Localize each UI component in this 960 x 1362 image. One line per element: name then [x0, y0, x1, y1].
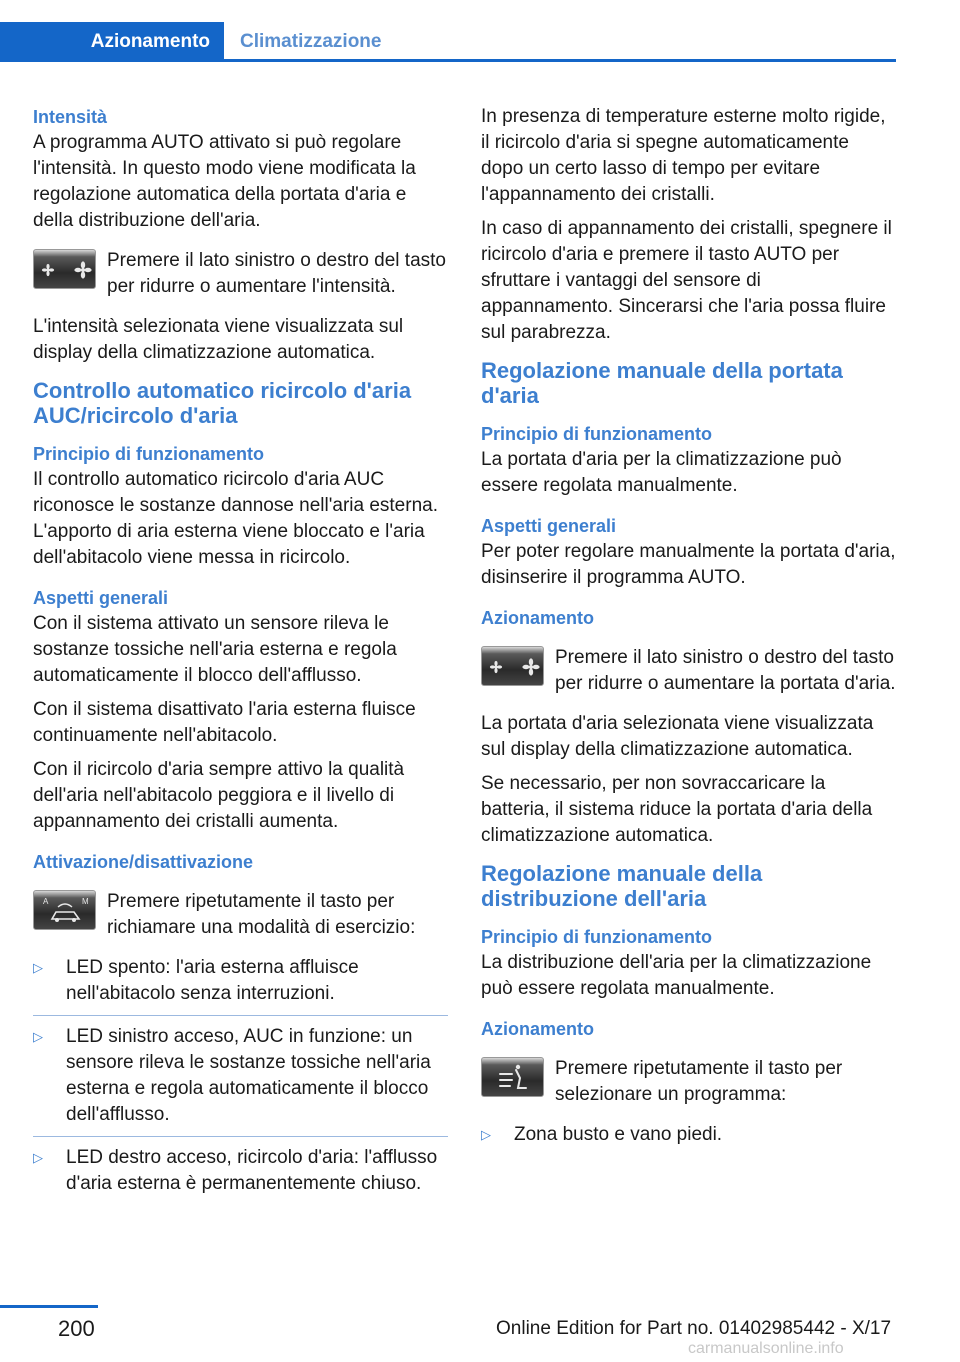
paragraph: L'intensità selezionata viene visualizzata sul display della climatizzazione automatica.: [33, 316, 404, 363]
tab-azionamento[interactable]: Azionamento: [0, 22, 224, 62]
icon-row-portata: [481, 645, 896, 697]
paragraph: La portata d'aria selezionata viene visualizzata sul display della climatizzazione automatica.: [481, 713, 874, 760]
icon-row-intensita: [33, 248, 448, 300]
page-header: [0, 0, 896, 62]
subheading-attivazione: Attivazione/disattivazione: [33, 852, 254, 872]
footer-rule: [0, 1305, 98, 1308]
subheading-intensita: Intensità: [33, 107, 108, 127]
triangle-bullet-icon: ▷: [33, 960, 43, 975]
bullet-list-left: [33, 955, 448, 1205]
paragraph: In caso di appannamento dei cristalli, spegnere il ricircolo d'aria e premere il tasto AUTO per sfruttare i vantaggi del sensore di appannamento. Sincerarsi che l'aria possa fluire sul parabrezza.: [481, 218, 892, 343]
fan-button-icon: [481, 646, 544, 686]
left-column: [33, 104, 448, 1205]
icon-row-text: Premere ripetutamente il tasto per richiamare una modalità di esercizio:: [107, 891, 416, 938]
paragraph: Con il ricircolo d'aria sempre attivo la qualità dell'aria nell'abitacolo peggiora e il livello di appannamento dei cristalli aumenta.: [33, 759, 405, 832]
recirculation-button-icon: [33, 890, 96, 930]
subheading-aspetti: Aspetti generali: [33, 588, 169, 608]
icon-row-text: Premere ripetutamente il tasto per selezionare un programma:: [555, 1058, 843, 1105]
heading-distribuzione: Regolazione manuale della distribuzione dell'aria: [481, 861, 763, 911]
paragraph: A programma AUTO attivato si può regolare l'intensità. In questo modo viene modificata la regolazione automatica della portata d'aria e della distribuzione dell'aria.: [33, 132, 416, 231]
bullet-list-right: [481, 1122, 896, 1156]
paragraph: La distribuzione dell'aria per la climatizzazione può essere regolata manualmente.: [481, 952, 872, 999]
paragraph: In presenza di temperature esterne molto rigide, il ricircolo d'aria si spegne automaticamente dopo un certo lasso di tempo per evitare l'appannamento dei cristalli.: [481, 106, 886, 205]
paragraph: Per poter regolare manualmente la portata d'aria, disinserire il programma AUTO.: [481, 541, 896, 588]
subheading-azionamento: Azionamento: [481, 1019, 595, 1039]
triangle-bullet-icon: ▷: [481, 1127, 491, 1142]
fan-button-icon: [33, 249, 96, 289]
edition-text: Online Edition for Part no. 01402985442 - X/17: [496, 1318, 892, 1339]
subheading-principio: Principio di funzionamento: [481, 927, 712, 947]
list-item: ▷ Zona busto e vano piedi.: [481, 1122, 896, 1156]
subheading-azionamento: Azionamento: [481, 608, 595, 628]
page-number: 200: [58, 1316, 95, 1341]
paragraph: Con il sistema attivato un sensore rileva le sostanze tossiche nell'aria esterna e regola automaticamente il blocco dell'afflusso.: [33, 613, 397, 686]
icon-row-text: Premere il lato sinistro o destro del tasto per ridurre o aumentare la portata d'aria.: [555, 647, 896, 694]
list-item: ▷ LED sinistro acceso, AUC in funzione: un sensore rileva le sostanze tossiche nell'aria esterna e regola automaticamente il blocco dell'afflusso.: [33, 1015, 448, 1136]
icon-row-attivazione: [33, 889, 448, 941]
watermark: carmanualsonline.info: [688, 1340, 844, 1357]
heading-auc: Controllo automatico ricircolo d'aria AUC/ricircolo d'aria: [33, 378, 412, 428]
subheading-principio: Principio di funzionamento: [33, 444, 264, 464]
paragraph: Se necessario, per non sovraccaricare la batteria, il sistema riduce la portata d'aria della climatizzazione automatica.: [481, 773, 873, 846]
triangle-bullet-icon: ▷: [33, 1150, 43, 1165]
header-rule: [0, 59, 896, 62]
heading-portata: Regolazione manuale della portata d'aria: [481, 358, 843, 408]
subheading-aspetti: Aspetti generali: [481, 516, 617, 536]
list-item: ▷ LED destro acceso, ricircolo d'aria: l'afflusso d'aria esterna è permanentemente chiuso.: [33, 1136, 448, 1205]
tab-climatizzazione[interactable]: Climatizzazione: [240, 31, 382, 52]
paragraph: Con il sistema disattivato l'aria esterna fluisce continuamente nell'abitacolo.: [33, 699, 416, 746]
list-item: ▷ LED spento: l'aria esterna affluisce nell'abitacolo senza interruzioni.: [33, 955, 448, 1015]
paragraph: Il controllo automatico ricircolo d'aria AUC riconosce le sostanze dannose nell'aria esterna. L'apporto di aria esterna viene bloccato e l'aria dell'abitacolo viene messa in ricircolo.: [33, 469, 438, 568]
icon-label-a: A: [43, 897, 49, 906]
triangle-bullet-icon: ▷: [33, 1029, 43, 1044]
air-distribution-button-icon: [481, 1057, 544, 1097]
icon-label-m: M: [82, 897, 89, 906]
right-column: [481, 104, 896, 1156]
subheading-principio: Principio di funzionamento: [481, 424, 712, 444]
paragraph: La portata d'aria per la climatizzazione può essere regolata manualmente.: [481, 449, 842, 496]
icon-row-text: Premere il lato sinistro o destro del tasto per ridurre o aumentare l'intensità.: [107, 250, 446, 297]
icon-row-distribuzione: [481, 1056, 896, 1108]
